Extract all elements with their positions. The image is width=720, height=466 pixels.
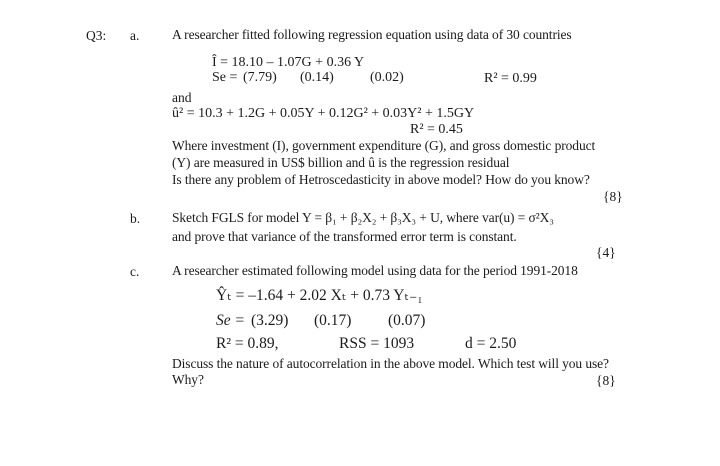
durbin-watson-value: d = 2.50 — [465, 335, 517, 352]
part-c-marks: {8} — [596, 373, 616, 388]
se-value-1: (7.79) — [243, 70, 277, 85]
regression-equation-2: û² = 10.3 + 1.2G + 0.05Y + 0.12G² + 0.03Y² + 1.5GY — [172, 106, 475, 121]
se-value-3: (0.02) — [370, 70, 404, 85]
part-b-marks: {4} — [596, 245, 616, 260]
part-a-label: a. — [130, 28, 140, 43]
part-b-label: b. — [130, 211, 141, 226]
se-c-value-3: (0.07) — [388, 312, 426, 329]
part-c-para-line-2: Why? — [172, 372, 204, 387]
question-number: Q3: — [86, 28, 107, 43]
part-b-line-2: and prove that variance of the transformed error term is constant. — [172, 229, 517, 244]
se-label-3: Se = — [216, 312, 245, 329]
part-a-intro: A researcher fitted following regression equation using data of 30 countries — [172, 27, 572, 42]
se-label-1: Se = — [212, 70, 238, 85]
part-c-para-line-1: Discuss the nature of autocorrelation in the above model. Which test will you use? — [172, 356, 609, 371]
part-a-para-line-1: Where investment (I), government expenditure (G), and gross domestic product — [172, 138, 596, 153]
rss-value: RSS = 1093 — [339, 335, 415, 352]
se-value-2: (0.14) — [300, 70, 334, 85]
part-c-label: c. — [130, 264, 140, 279]
se-c-value-2: (0.17) — [314, 312, 352, 329]
and-text: and — [172, 90, 192, 105]
regression-equation-3: Ŷₜ = –1.64 + 2.02 Xₜ + 0.73 Yₜ₋₁ — [216, 287, 423, 304]
part-a-para-line-3: Is there any problem of Hetroscedasticity in above model? How do you know? — [172, 172, 590, 187]
part-a-marks: {8} — [603, 189, 623, 204]
r-squared-1: R² = 0.99 — [484, 71, 537, 86]
se-c-value-1: (3.29) — [251, 312, 289, 329]
r-squared-3: R² = 0.89, — [216, 335, 279, 352]
part-b-line-1: Sketch FGLS for model Y = β₁ + β₂X₂ + β₃X₃ + U, where var(u) = σ²X₃ — [172, 210, 554, 225]
regression-equation-1: Î = 18.10 – 1.07G + 0.36 Y — [212, 55, 365, 70]
part-c-intro: A researcher estimated following model using data for the period 1991-2018 — [172, 263, 578, 278]
part-a-para-line-2: (Y) are measured in US$ billion and û is the regression residual — [172, 155, 510, 170]
r-squared-2: R² = 0.45 — [410, 122, 463, 137]
